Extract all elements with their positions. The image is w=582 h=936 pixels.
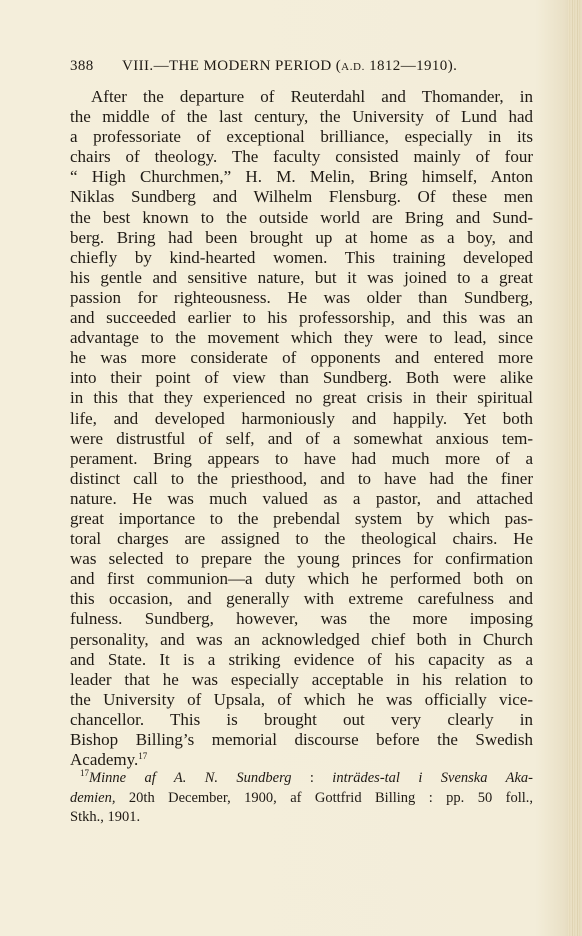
- text-line: personality, and was an acknowledged chief both in Church: [70, 629, 533, 649]
- footnote-reference: 17: [138, 751, 148, 762]
- text-line: were distrustful of self, and of a somewhat anxious tem-: [70, 428, 533, 448]
- text-line: nature. He was much valued as a pastor, and attached: [70, 488, 533, 508]
- text-line: a professoriate of exceptional brilliance, especially in its: [70, 127, 533, 147]
- footnote-line: Stkh., 1901.: [70, 809, 141, 825]
- text-line: Bishop Billing’s memorial discourse before the Swedish: [70, 730, 533, 749]
- text-line: Academy.$^{17}$: [70, 750, 148, 770]
- text-line: After the departure of Reuterdahl and Thomander, in: [91, 87, 533, 106]
- page-edge-shading: [568, 0, 582, 936]
- text-line: “ High Churchmen,” H. M. Melin, Bring himself, Anton: [70, 167, 533, 187]
- text-line: chancellor. This is brought out very clearly in: [70, 709, 533, 729]
- text-line: this occasion, and generally with extreme carefulness and: [70, 589, 533, 609]
- text-line: he was more considerate of opponents and entered more: [70, 348, 533, 368]
- text-line: the University of Upsala, of which he was officially vice-: [70, 689, 533, 709]
- text-line: and succeeded earlier to his professorship, and this was an: [70, 308, 533, 328]
- text-line: was selected to prepare the young princes for confirmation: [70, 549, 533, 569]
- text-line: leader that he was especially acceptable in his relation to: [70, 669, 533, 689]
- text-line: life, and developed harmoniously and happily. Yet both: [70, 408, 533, 428]
- text-line: chairs of theology. The faculty consisted mainly of four: [70, 147, 533, 167]
- text-line: chiefly by kind-hearted women. This training developed: [70, 247, 533, 267]
- text-line: the best known to the outside world are Bring and Sund-: [70, 207, 533, 227]
- running-header: [70, 58, 540, 78]
- text-line: passion for righteousness. He was older than Sundberg,: [70, 287, 533, 307]
- text-line: and State. It is a striking evidence of his capacity as a: [70, 649, 533, 669]
- text-line: berg. Bring had been brought up at home as a boy, and: [70, 227, 533, 247]
- footnote: [70, 769, 533, 828]
- running-head: VIII.—THE MODERN PERIOD (A.D. 1812—1910).: [122, 58, 458, 74]
- text-line: in this that they experienced no great crisis in their spiritual: [70, 388, 533, 408]
- footnote-line: $^{17}$Minne af A. N. Sundberg : inträdes-tal i Svenska Aka-: [80, 768, 533, 786]
- footnote-marker: 17: [80, 768, 89, 778]
- text-line: toral charges are assigned to the theological chairs. He: [70, 529, 533, 549]
- text-line: Niklas Sundberg and Wilhelm Flensburg. Of these men: [70, 187, 533, 207]
- text-line: advantage to the movement which they were to lead, since: [70, 328, 533, 348]
- text-line: fulness. Sundberg, however, was the more imposing: [70, 609, 533, 629]
- page-number: 388: [70, 58, 94, 74]
- running-head-ad: A.D.: [341, 61, 365, 73]
- text-line: his gentle and sensitive nature, but it was joined to a great: [70, 267, 533, 287]
- text-line: the middle of the last century, the University of Lund had: [70, 107, 533, 127]
- footnote-line: demien, 20th December, 1900, af Gottfrid Billing : pp. 50 foll.,: [70, 789, 533, 806]
- text-line: distinct call to the priesthood, and to have had the finer: [70, 468, 533, 488]
- text-line: into their point of view than Sundberg. Both were alike: [70, 368, 533, 388]
- text-line: great importance to the prebendal system by which pas-: [70, 508, 533, 528]
- text-line: and first communion—a duty which he performed both on: [70, 569, 533, 589]
- text-line: perament. Bring appears to have had much more of a: [70, 448, 533, 468]
- main-paragraph: [70, 87, 533, 770]
